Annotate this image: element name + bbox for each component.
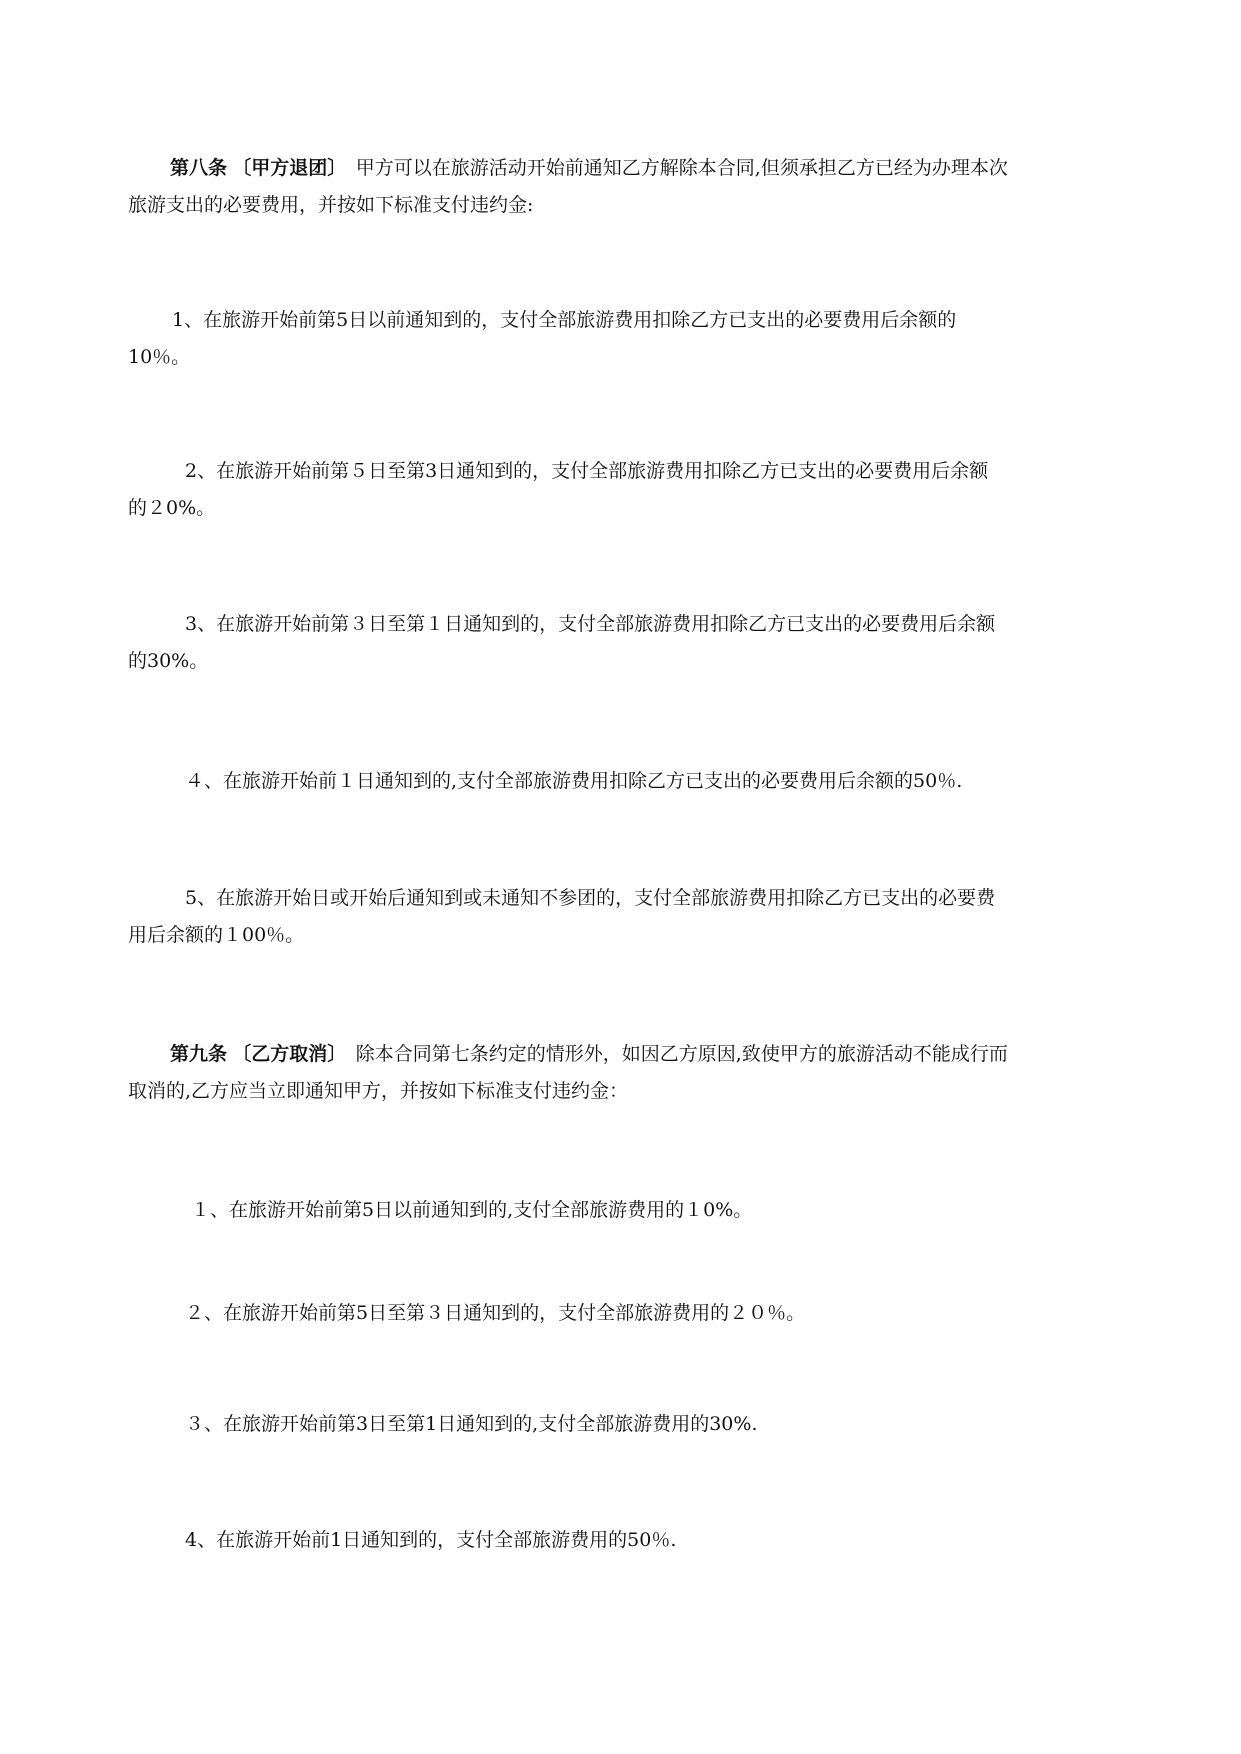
article-9-item-3 — [128, 1406, 1128, 1443]
article-8-item-3 — [128, 606, 1128, 680]
article-9-text-line2: 取消的,乙方应当立即通知甲方，并按如下标准支付违约金： — [128, 1080, 629, 1102]
article-9-item-4 — [128, 1522, 1128, 1559]
article-8-item-2-line1: 2、在旅游开始前第５日至第3日通知到的，支付全部旅游费用扣除乙方已支出的必要费用后余额 — [128, 460, 989, 482]
article-8-item-4-line1: ４、在旅游开始前１日通知到的,支付全部旅游费用扣除乙方已支出的必要费用后余额的50％. — [128, 770, 963, 792]
article-8-item-5 — [128, 880, 1128, 954]
article-8-item-1-line1: 1、在旅游开始前第5日以前通知到的，支付全部旅游费用扣除乙方已支出的必要费用后余额的 — [128, 309, 957, 331]
article-8-paragraph — [128, 150, 1128, 224]
article-8-item-3-line1: 3、在旅游开始前第３日至第１日通知到的，支付全部旅游费用扣除乙方已支出的必要费用后余额 — [128, 613, 996, 635]
article-9-paragraph — [128, 1036, 1128, 1110]
article-9-item-1 — [128, 1192, 1128, 1229]
article-8-item-3-line2: 的30%。 — [128, 650, 209, 672]
article-8-item-5-line1: 5、在旅游开始日或开始后通知到或未通知不参团的，支付全部旅游费用扣除乙方已支出的必要费 — [128, 887, 996, 909]
article-8-item-4 — [128, 763, 1128, 800]
article-9-title: 第九条 〔乙方取消〕 — [170, 1044, 337, 1065]
article-9-item-1-line1: １、在旅游开始前第5日以前通知到的,支付全部旅游费用的１0%。 — [128, 1199, 753, 1221]
article-9-item-2 — [128, 1295, 1128, 1332]
article-9-text-line1: 除本合同第七条约定的情形外，如因乙方原因,致使甲方的旅游活动不能成行而 — [336, 1043, 1008, 1065]
article-9-item-4-line1: 4、在旅游开始前1日通知到的，支付全部旅游费用的50％. — [128, 1529, 677, 1551]
article-8-item-1-line2: 10％。 — [128, 346, 191, 368]
article-8-item-1 — [128, 302, 1128, 376]
article-8-item-5-line2: 用后余额的１00％。 — [128, 924, 305, 946]
article-9-item-3-line1: ３、在旅游开始前第3日至第1日通知到的,支付全部旅游费用的30%. — [128, 1413, 758, 1435]
article-8-title: 第八条 〔甲方退团〕 — [170, 158, 337, 179]
article-8-item-2 — [128, 453, 1128, 527]
article-8-text-line2: 旅游支出的必要费用，并按如下标准支付违约金: — [128, 194, 534, 216]
article-8-item-2-line2: 的２0%。 — [128, 497, 216, 519]
article-8-text-line1: 甲方可以在旅游活动开始前通知乙方解除本合同,但须承担乙方已经为办理本次 — [336, 157, 1008, 179]
article-9-item-2-line1: ２、在旅游开始前第5日至第３日通知到的，支付全部旅游费用的２０％。 — [128, 1302, 806, 1324]
